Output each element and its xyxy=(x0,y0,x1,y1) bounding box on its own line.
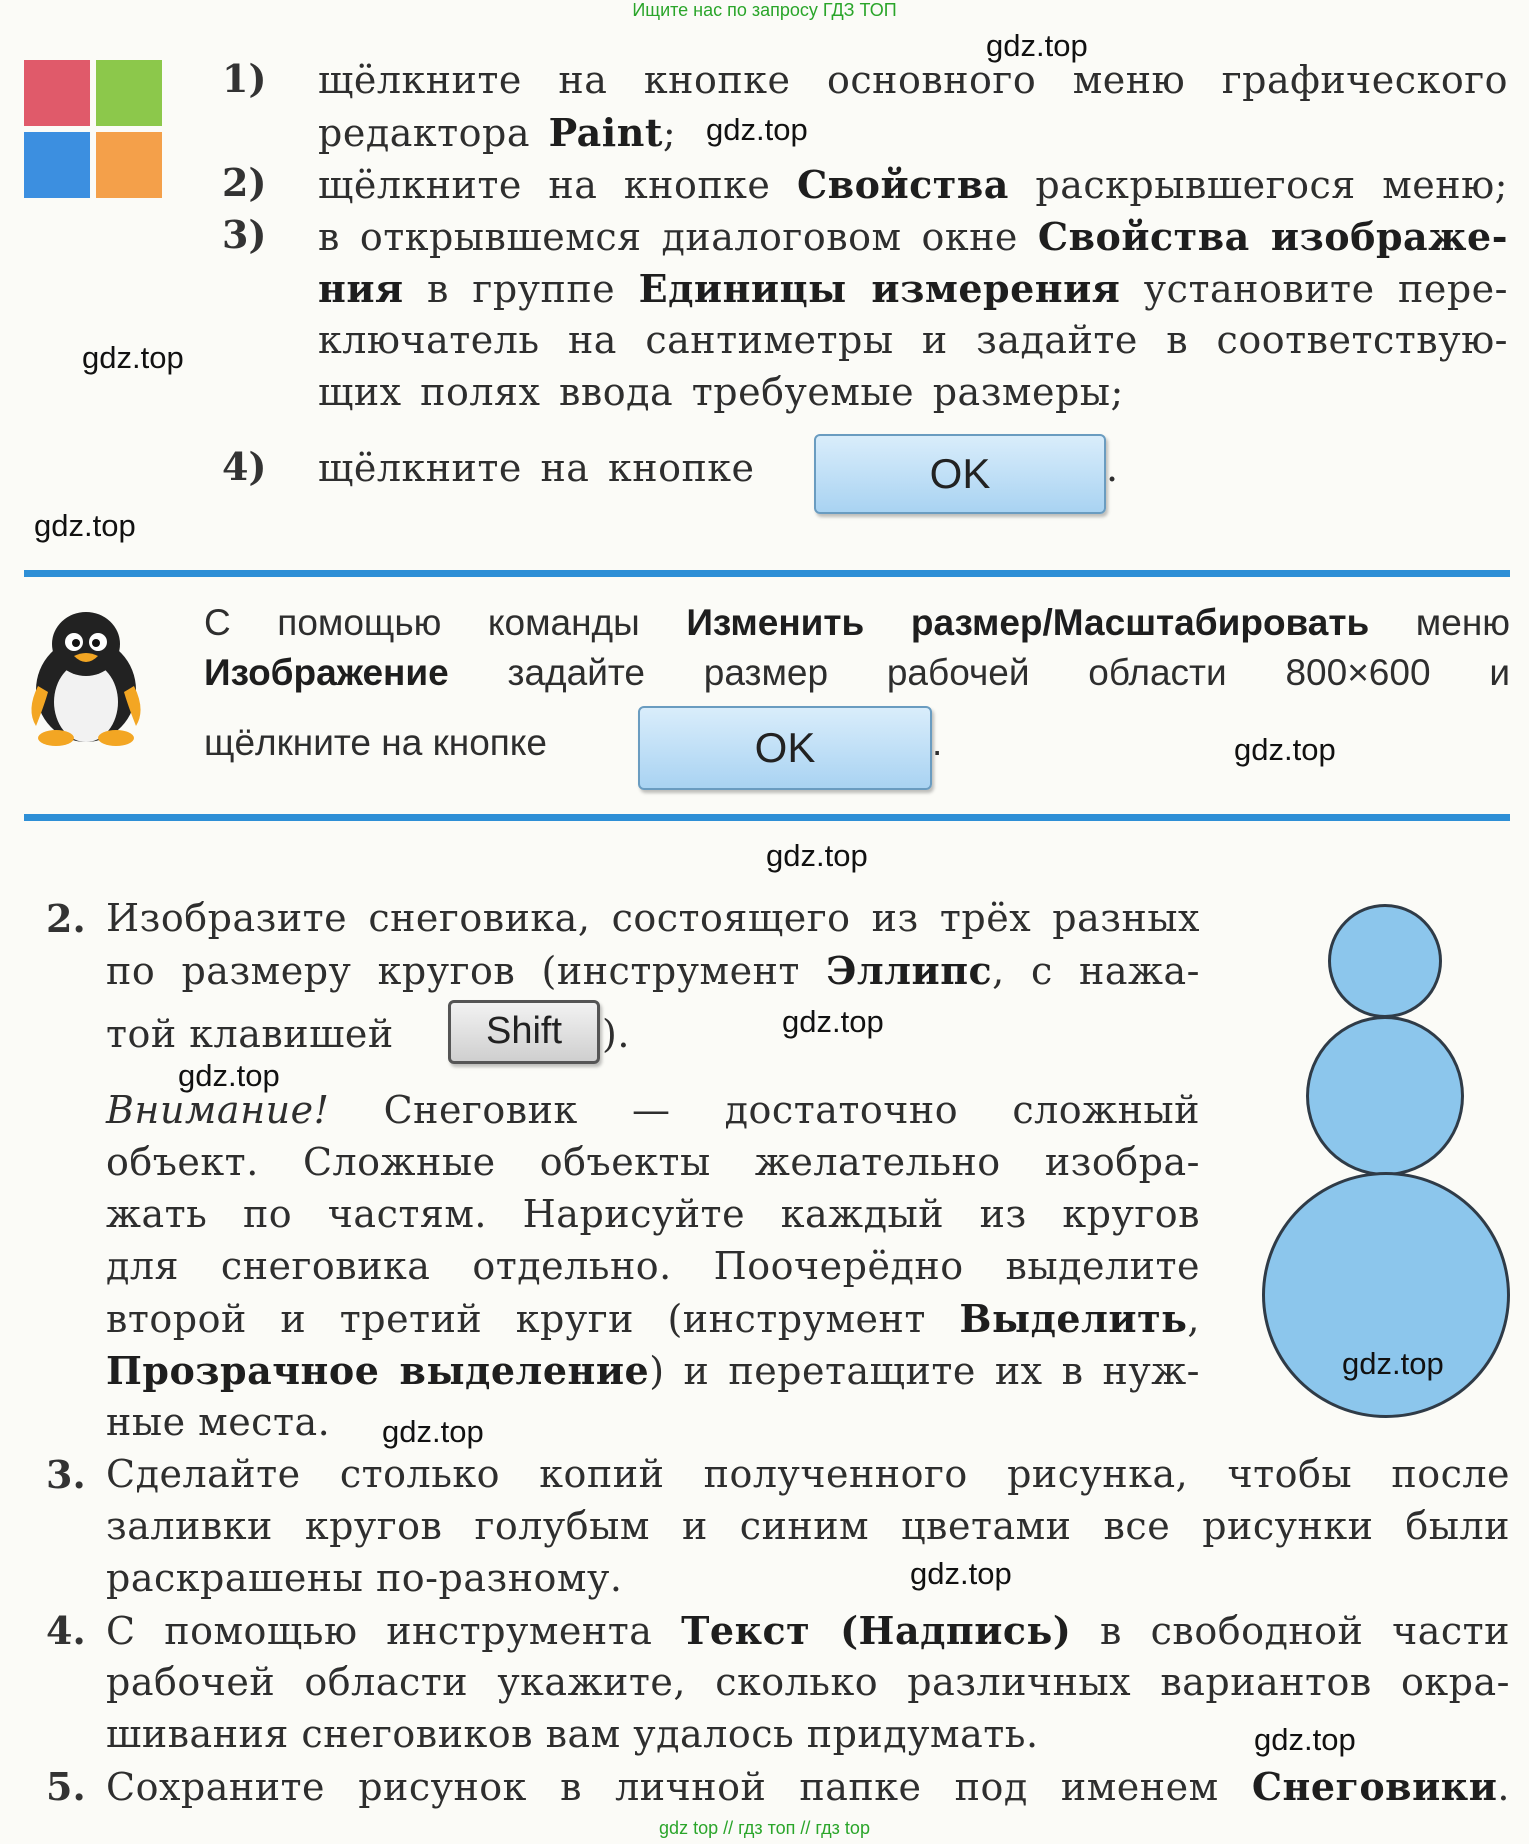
step-1-line-1: щёлкните на кнопке основного меню графического xyxy=(318,58,1508,102)
snowman-head-circle xyxy=(1328,904,1442,1018)
logo-tile-orange xyxy=(96,132,162,198)
header-note: Ищите нас по запросу ГДЗ ТОП xyxy=(632,0,897,20)
snowman-middle-circle xyxy=(1306,1016,1464,1176)
watermark: gdz.top xyxy=(910,1556,1012,1591)
step-3-line-4: щих полях ввода требуемые размеры; xyxy=(318,370,1124,414)
tip-line-3: щёлкните на кнопке xyxy=(204,722,547,763)
watermark: gdz.top xyxy=(178,1058,280,1093)
tip-period: . xyxy=(932,722,943,763)
task-2-line-1: Изобразите снеговика, состоящего из трёх разных xyxy=(106,896,1200,940)
task-4-line-3: шивания снеговиков вам удалось придумать. xyxy=(106,1712,1039,1756)
task-2-line-10: ные места. xyxy=(106,1400,331,1444)
shift-key-illustration: Shift xyxy=(448,1000,600,1064)
logo-tile-blue xyxy=(24,132,90,198)
task-2-line-5: объект. Сложные объекты желательно изобра- xyxy=(106,1140,1200,1184)
watermark: gdz.top xyxy=(766,838,868,873)
watermark: gdz.top xyxy=(706,112,808,147)
task-2-line-8: второй и третий круги (инструмент Выделить, xyxy=(106,1296,1200,1341)
task-number-3: 3. xyxy=(46,1452,86,1497)
task-2-line-4: Внимание! Снеговик — достаточно сложный xyxy=(106,1088,1200,1132)
task-number-5: 5. xyxy=(46,1764,86,1809)
task-2-line-3b: ). xyxy=(602,1012,630,1056)
step-number-3: 3) xyxy=(222,212,267,257)
step-number-2: 2) xyxy=(222,160,267,205)
task-2-line-7: для снеговика отдельно. Поочерёдно выделите xyxy=(106,1244,1200,1288)
tip-line-2: Изображение задайте размер рабочей области 800×600 и xyxy=(204,652,1510,693)
task-2-line-9: Прозрачное выделение) и перетащите их в нуж- xyxy=(106,1348,1200,1393)
ok-button-illustration-2: OK xyxy=(638,706,932,790)
step-3-line-1: в открывшемся диалоговом окне Свойства изображе- xyxy=(318,214,1508,259)
task-4-line-1: С помощью инструмента Текст (Надпись) в свободной части xyxy=(106,1608,1510,1653)
task-2-line-2: по размеру кругов (инструмент Эллипс, с нажа- xyxy=(106,948,1200,993)
tip-top-divider xyxy=(24,570,1510,577)
watermark: gdz.top xyxy=(34,508,136,543)
tip-line-1: С помощью команды Изменить размер/Масштабировать меню xyxy=(204,602,1511,643)
watermark: gdz.top xyxy=(1234,732,1336,767)
step-2-line: щёлкните на кнопке Свойства раскрывшегося меню; xyxy=(318,162,1508,207)
task-3-line-2: заливки кругов голубым и синим цветами все рисунки были xyxy=(106,1504,1510,1548)
watermark: gdz.top xyxy=(1254,1722,1356,1757)
penguin-icon xyxy=(22,606,150,746)
step-3-line-2: ния в группе Единицы измерения установите пере- xyxy=(318,266,1508,311)
ok-button-illustration-1: OK xyxy=(814,434,1106,514)
task-3-line-1: Сделайте столько копий полученного рисунка, чтобы после xyxy=(106,1452,1510,1496)
footer-note: gdz top // гдз топ // гдз top xyxy=(659,1818,870,1838)
task-2-line-6: жать по частям. Нарисуйте каждый из кругов xyxy=(106,1192,1200,1236)
step-4-line: щёлкните на кнопке xyxy=(318,446,755,490)
logo-tile-green xyxy=(96,60,162,126)
logo-tile-red xyxy=(24,60,90,126)
step-number-4: 4) xyxy=(222,444,267,489)
tip-bottom-divider xyxy=(24,814,1510,821)
task-2-line-3a: той клавишей xyxy=(106,1012,394,1056)
task-number-2: 2. xyxy=(46,896,86,941)
step-3-line-3: ключатель на сантиметры и задайте в соответствую- xyxy=(318,318,1508,362)
watermark: gdz.top xyxy=(1342,1346,1444,1381)
task-number-4: 4. xyxy=(46,1608,86,1653)
step-4-period: . xyxy=(1106,446,1119,490)
watermark: gdz.top xyxy=(82,340,184,375)
watermark: gdz.top xyxy=(986,28,1088,63)
task-3-line-3: раскрашены по-разному. xyxy=(106,1556,623,1600)
task-4-line-2: рабочей области укажите, сколько различных вариантов окра- xyxy=(106,1660,1510,1704)
step-1-line-2: редактора Paint; xyxy=(318,110,677,155)
task-5-line: Сохраните рисунок в личной папке под именем Снеговики. xyxy=(106,1764,1510,1809)
step-number-1: 1) xyxy=(222,56,267,101)
watermark: gdz.top xyxy=(382,1414,484,1449)
watermark: gdz.top xyxy=(782,1004,884,1039)
